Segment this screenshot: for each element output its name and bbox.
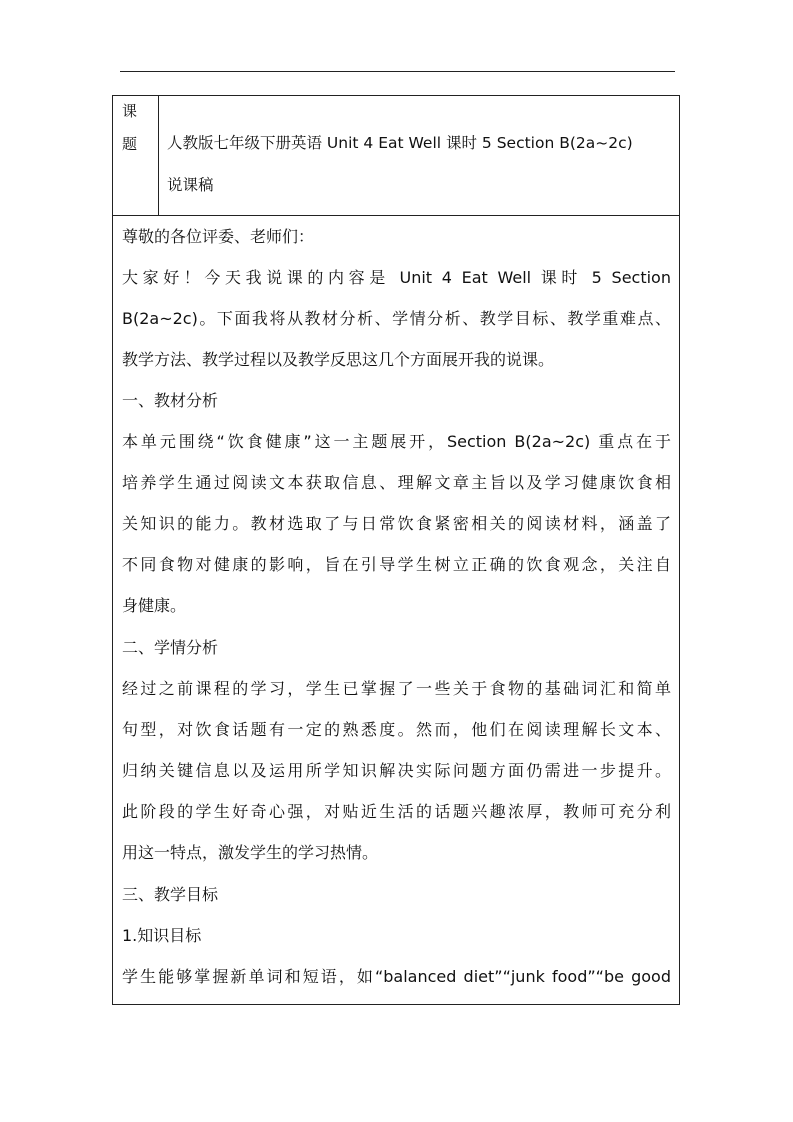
paragraph-line: 经过之前课程的学习，学生已掌握了一些关于食物的基础词汇和简单 [122,679,671,698]
paragraph-line: 本单元围绕“饮食健康”这一主题展开，Section B(2a~2c) 重点在于 [122,432,671,451]
paragraph-line: 学生能够掌握新单词和短语，如“balanced diet”“junk food”“be good [122,967,671,986]
paragraph-line: 关知识的能力。教材选取了与日常饮食紧密相关的阅读材料，涵盖了 [122,514,671,533]
greeting-line: 尊敬的各位评委、老师们： [122,227,315,246]
intro-line-2: B(2a~2c)。下面我将从教材分析、学情分析、教学目标、教学重难点、 [122,309,671,328]
topic-label-char-1: 课 [122,102,138,120]
intro-line-3: 教学方法、教学过程以及教学反思这几个方面展开我的说课。 [122,350,555,369]
header-rule [120,71,675,72]
title-row [113,96,679,216]
lesson-title-line-1: 人教版七年级下册英语 Unit 4 Eat Well 课时 5 Section B(2a~2c) [167,134,633,152]
speech-body [113,216,679,1004]
lesson-table [112,95,680,1005]
topic-label-cell [113,96,159,215]
paragraph-line: 归纳关键信息以及运用所学知识解决实际问题方面仍需进一步提升。 [122,761,671,780]
paragraph-line: 此阶段的学生好奇心强，对贴近生活的话题兴趣浓厚，教师可充分利 [122,802,671,821]
intro-line-1: 大家好！今天我说课的内容是 Unit 4 Eat Well 课时 5 Section [122,268,671,287]
section-heading-3: 三、教学目标 [122,885,219,904]
paragraph-line: 不同食物对健康的影响，旨在引导学生树立正确的饮食观念，关注自 [122,555,671,574]
lesson-title-line-2: 说课稿 [167,176,214,194]
section-heading-1: 一、教材分析 [122,391,219,410]
paragraph-line: 用这一特点，激发学生的学习热情。 [122,843,379,862]
paragraph-line: 身健康。 [122,596,187,615]
topic-label-char-2: 题 [122,135,138,153]
paragraph-line: 句型，对饮食话题有一定的熟悉度。然而，他们在阅读理解长文本、 [122,720,671,739]
lesson-title-cell [159,96,679,215]
paragraph-line: 培养学生通过阅读文本获取信息、理解文章主旨以及学习健康饮食相 [122,473,671,492]
subheading-knowledge: 1.知识目标 [122,926,202,945]
section-heading-2: 二、学情分析 [122,638,219,657]
